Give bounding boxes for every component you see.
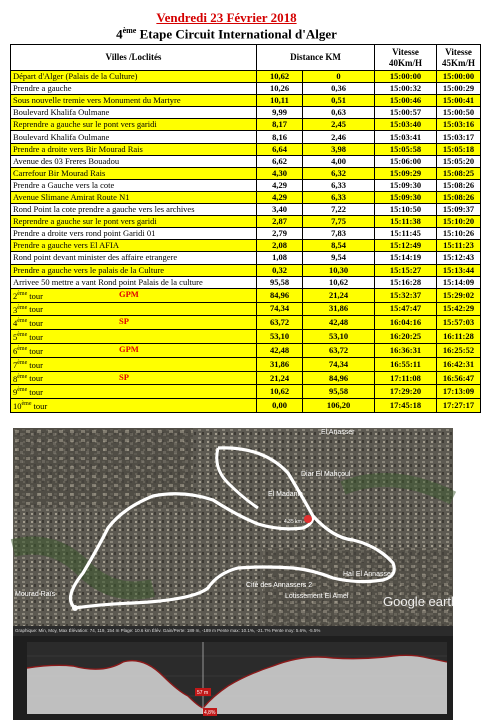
tour-number: 10	[13, 401, 22, 412]
tour-word: tour	[29, 359, 43, 370]
distance-covered-cell: 0,63	[303, 107, 375, 119]
time-45-cell: 16:56:47	[437, 371, 481, 385]
distance-remaining-cell: 4,30	[257, 167, 303, 179]
distance-covered-cell: 7,22	[303, 204, 375, 216]
distance-covered-cell: 7,83	[303, 228, 375, 240]
table-row	[11, 119, 481, 131]
route-cell: Prendre a gauche vers El AFIA	[11, 240, 257, 252]
distance-remaining-cell: 31,86	[257, 357, 303, 371]
distance-remaining-cell: 53,10	[257, 330, 303, 344]
distance-covered-cell: 106,20	[303, 399, 375, 413]
time-40-cell: 15:12:49	[375, 240, 437, 252]
distance-covered-cell: 3,98	[303, 143, 375, 155]
distance-covered-cell: 6,33	[303, 179, 375, 191]
tour-number: 8	[13, 373, 18, 384]
tour-word: tour	[29, 290, 43, 301]
elevation-stats-bar: Graphique: Min, Moy, Max Élévation: 74, 119, 154 m Plage: 10.6 km Élév. Gain/Perte: 189 m, -189 m Pente max: 10.1%, -21.7% Pente moy: 5.6%, -5.5%	[13, 626, 453, 636]
tour-ordinal: ème	[21, 401, 32, 408]
time-40-cell: 16:04:16	[375, 316, 437, 330]
label-hai-annasser: Haï El Annasser	[343, 571, 394, 578]
table-row	[11, 191, 481, 203]
time-45-cell: 15:14:09	[437, 276, 481, 288]
label-mourad-rais: Mourad Raïs	[15, 591, 56, 598]
time-40-cell: 15:11:45	[375, 228, 437, 240]
time-45-cell: 15:42:29	[437, 302, 481, 316]
tour-label-cell	[11, 357, 257, 371]
tour-classification-tag: SP	[119, 371, 129, 382]
tour-ordinal: ème	[17, 346, 28, 352]
time-45-cell: 17:13:09	[437, 385, 481, 399]
distance-remaining-cell: 21,24	[257, 371, 303, 385]
time-45-cell: 15:05:20	[437, 155, 481, 167]
tour-ordinal: ème	[17, 373, 28, 380]
distance-covered-cell: 95,58	[303, 385, 375, 399]
table-row	[11, 71, 481, 83]
tour-ordinal: ème	[17, 304, 28, 311]
tour-number: 9	[13, 387, 18, 398]
distance-covered-cell: 8,54	[303, 240, 375, 252]
stage-ordinal: ème	[122, 26, 137, 35]
time-40-cell: 15:00:57	[375, 107, 437, 119]
tour-label-cell	[11, 385, 257, 399]
time-40-cell: 15:47:47	[375, 302, 437, 316]
time-40-cell: 15:16:28	[375, 276, 437, 288]
time-40-cell: 15:06:00	[375, 155, 437, 167]
distance-covered-cell: 31,86	[303, 302, 375, 316]
time-40-cell: 15:09:29	[375, 167, 437, 179]
table-row	[11, 107, 481, 119]
stage-title	[0, 26, 453, 42]
distance-covered-cell: 53,10	[303, 330, 375, 344]
time-45-cell: 16:25:52	[437, 344, 481, 358]
route-cell: Rond point devant minister des affaire etrangere	[11, 252, 257, 264]
route-cell: Reprendre a gauche sur le pont vers garidi	[11, 119, 257, 131]
schedule-table-container	[10, 44, 475, 413]
table-row	[11, 131, 481, 143]
table-row	[11, 155, 481, 167]
route-cell: Départ d'Alger (Palais de la Culture)	[11, 71, 257, 83]
distance-covered-cell: 74,34	[303, 357, 375, 371]
table-row	[11, 143, 481, 155]
time-40-cell: 16:36:31	[375, 344, 437, 358]
time-40-cell: 15:09:30	[375, 191, 437, 203]
table-row	[11, 228, 481, 240]
distance-remaining-cell: 2,08	[257, 240, 303, 252]
route-cell: Arrivee 50 mettre a vant Rond point Palais de la culture	[11, 276, 257, 288]
tour-number: 7	[13, 359, 18, 370]
table-row	[11, 179, 481, 191]
tour-number: 4	[13, 318, 18, 329]
distance-remaining-cell: 74,34	[257, 302, 303, 316]
tour-ordinal: ème	[17, 290, 28, 297]
distance-covered-cell: 0,36	[303, 83, 375, 95]
time-40-cell: 15:05:58	[375, 143, 437, 155]
distance-remaining-cell: 6,62	[257, 155, 303, 167]
tour-word: tour	[29, 332, 43, 342]
tour-number: 3	[13, 304, 18, 315]
time-45-cell: 16:11:28	[437, 330, 481, 344]
route-cell: Prendre a gauche	[11, 83, 257, 95]
tour-row	[11, 344, 481, 358]
time-40-cell: 15:14:19	[375, 252, 437, 264]
time-40-cell: 16:55:11	[375, 357, 437, 371]
table-row	[11, 252, 481, 264]
label-diar-el-mahcoul: Diar El Mahçoul	[301, 471, 351, 478]
distance-covered-cell: 10,62	[303, 276, 375, 288]
distance-covered-cell: 6,33	[303, 191, 375, 203]
tour-row	[11, 288, 481, 302]
time-40-cell: 15:11:38	[375, 216, 437, 228]
table-row	[11, 83, 481, 95]
tour-row	[11, 357, 481, 371]
tour-label-cell	[11, 344, 257, 358]
tour-number: 5	[13, 332, 18, 342]
time-45-cell: 15:29:02	[437, 288, 481, 302]
tour-label-cell	[11, 330, 257, 344]
profile-elevation-marker: 57 m	[197, 690, 209, 696]
distance-remaining-cell: 95,58	[257, 276, 303, 288]
time-40-cell: 15:09:30	[375, 179, 437, 191]
distance-remaining-cell: 84,96	[257, 288, 303, 302]
distance-covered-cell: 10,30	[303, 264, 375, 276]
route-cell: Avenue des 03 Freres Bouadou	[11, 155, 257, 167]
tour-label-cell	[11, 371, 257, 385]
header-speed-45: Vitesse 45Km/H	[437, 45, 481, 71]
time-40-cell: 15:15:27	[375, 264, 437, 276]
time-45-cell: 17:27:17	[437, 399, 481, 413]
tour-word: tour	[29, 345, 43, 356]
distance-remaining-cell: 10,26	[257, 83, 303, 95]
tour-word: tour	[29, 373, 43, 384]
time-45-cell: 15:03:16	[437, 119, 481, 131]
distance-remaining-cell: 3,40	[257, 204, 303, 216]
time-40-cell: 15:03:41	[375, 131, 437, 143]
time-45-cell: 15:08:26	[437, 191, 481, 203]
distance-covered-cell: 21,24	[303, 288, 375, 302]
table-row	[11, 276, 481, 288]
tour-word: tour	[29, 318, 43, 329]
tour-ordinal: ème	[17, 359, 28, 366]
route-cell: Carrefour Bir Mourad Rais	[11, 167, 257, 179]
time-45-cell: 15:13:44	[437, 264, 481, 276]
label-lotissement: Lotissement El Amel	[285, 593, 349, 600]
distance-covered-cell: 84,96	[303, 371, 375, 385]
stage-name: Etape Circuit International d'Alger	[139, 26, 337, 42]
route-cell: Prendre a droite vers Bir Mourad Rais	[11, 143, 257, 155]
tour-row	[11, 302, 481, 316]
route-cell: Boulevard Khalifa Oulmane	[11, 107, 257, 119]
distance-remaining-cell: 0,00	[257, 399, 303, 413]
distance-remaining-cell: 2,87	[257, 216, 303, 228]
distance-remaining-cell: 8,16	[257, 131, 303, 143]
label-el-anasser: El Anasser	[321, 429, 355, 436]
table-row	[11, 264, 481, 276]
time-45-cell: 15:57:03	[437, 316, 481, 330]
tour-row	[11, 385, 481, 399]
route-cell: Prendre a Gauche vers la cote	[11, 179, 257, 191]
distance-remaining-cell: 10,62	[257, 71, 303, 83]
tour-number: 2	[13, 290, 18, 301]
tour-ordinal: ème	[17, 332, 28, 339]
tour-ordinal: ème	[17, 318, 28, 325]
time-40-cell: 17:11:08	[375, 371, 437, 385]
table-row	[11, 240, 481, 252]
distance-remaining-cell: 10,62	[257, 385, 303, 399]
time-45-cell: 15:00:50	[437, 107, 481, 119]
tour-row	[11, 399, 481, 413]
tour-label-cell	[11, 316, 257, 330]
distance-remaining-cell: 2,79	[257, 228, 303, 240]
tour-word: tour	[33, 401, 48, 412]
time-45-cell: 15:00:41	[437, 95, 481, 107]
time-45-cell: 15:10:20	[437, 216, 481, 228]
table-row	[11, 216, 481, 228]
distance-remaining-cell: 10,11	[257, 95, 303, 107]
distance-covered-cell: 0,51	[303, 95, 375, 107]
distance-remaining-cell: 0,32	[257, 264, 303, 276]
distance-remaining-cell: 9,99	[257, 107, 303, 119]
distance-remaining-cell: 4,29	[257, 179, 303, 191]
tour-ordinal: ème	[17, 387, 28, 394]
table-header-row	[11, 45, 481, 71]
time-45-cell: 15:11:23	[437, 240, 481, 252]
tour-label-cell	[11, 302, 257, 316]
time-45-cell: 15:00:29	[437, 83, 481, 95]
tour-classification-tag: SP	[119, 316, 129, 327]
elevation-profile	[13, 636, 453, 720]
route-cell: Sous nouvelle tremie vers Monument du Martyre	[11, 95, 257, 107]
route-cell: Boulevard Khalifa Oulmane	[11, 131, 257, 143]
tour-row	[11, 371, 481, 385]
schedule-table	[10, 44, 481, 413]
google-earth-watermark: Google earth	[383, 594, 459, 609]
time-45-cell: 15:08:26	[437, 179, 481, 191]
route-cell: Prendre a gauche vers le palais de la Culture	[11, 264, 257, 276]
document-header	[0, 0, 453, 44]
position-marker	[304, 515, 312, 523]
distance-remaining-cell: 8,17	[257, 119, 303, 131]
time-40-cell: 15:00:46	[375, 95, 437, 107]
tour-label-cell	[11, 288, 257, 302]
time-45-cell: 15:09:37	[437, 204, 481, 216]
label-el-madania: El Madania	[268, 491, 304, 498]
header-distance: Distance KM	[257, 45, 375, 71]
time-40-cell: 16:20:25	[375, 330, 437, 344]
time-45-cell: 16:42:31	[437, 357, 481, 371]
time-40-cell: 15:03:40	[375, 119, 437, 131]
tour-row	[11, 330, 481, 344]
distance-covered-cell: 9,54	[303, 252, 375, 264]
distance-covered-cell: 63,72	[303, 344, 375, 358]
time-40-cell: 15:32:37	[375, 288, 437, 302]
distance-covered-cell: 4,00	[303, 155, 375, 167]
distance-remaining-cell: 4,29	[257, 191, 303, 203]
distance-remaining-cell: 1,08	[257, 252, 303, 264]
tour-classification-tag: GPM	[119, 344, 139, 354]
time-45-cell: 15:10:26	[437, 228, 481, 240]
tour-row	[11, 316, 481, 330]
time-45-cell: 15:08:25	[437, 167, 481, 179]
header-route: Villes /Loclités	[11, 45, 257, 71]
distance-remaining-cell: 63,72	[257, 316, 303, 330]
label-cite-annassers: Cité des Annassers 2	[246, 582, 313, 589]
distance-remaining-cell: 42,48	[257, 344, 303, 358]
route-cell: Avenue Slimane Amirat Route N1	[11, 191, 257, 203]
route-map	[13, 428, 459, 626]
time-40-cell: 17:29:20	[375, 385, 437, 399]
label-distance-marker: 4.35 km	[284, 519, 302, 525]
time-45-cell: 15:12:43	[437, 252, 481, 264]
time-40-cell: 17:45:18	[375, 399, 437, 413]
route-cell: Rond Point la cote prendre a gauche vers les archives	[11, 204, 257, 216]
tour-word: tour	[29, 387, 43, 398]
distance-covered-cell: 2,45	[303, 119, 375, 131]
distance-remaining-cell: 6,64	[257, 143, 303, 155]
elevation-profile-chart	[13, 636, 453, 720]
header-speed-40: Vitesse 40Km/H	[375, 45, 437, 71]
table-row	[11, 204, 481, 216]
schedule-rows	[11, 71, 481, 413]
start-marker	[72, 605, 78, 611]
route-cell: Prendre a droite vers rond point Garidi 01	[11, 228, 257, 240]
time-45-cell: 15:00:00	[437, 71, 481, 83]
stage-number: 4	[116, 26, 123, 42]
time-45-cell: 15:03:17	[437, 131, 481, 143]
distance-covered-cell: 6,32	[303, 167, 375, 179]
table-row	[11, 167, 481, 179]
time-40-cell: 15:00:00	[375, 71, 437, 83]
time-40-cell: 15:10:50	[375, 204, 437, 216]
profile-slope-marker: 4,8%	[204, 710, 216, 716]
table-row	[11, 95, 481, 107]
distance-covered-cell: 7,75	[303, 216, 375, 228]
satellite-map-image	[13, 428, 459, 626]
distance-covered-cell: 42,48	[303, 316, 375, 330]
tour-number: 6	[13, 345, 18, 356]
route-cell: Reprendre a gauche sur le pont vers garidi	[11, 216, 257, 228]
tour-classification-tag: GPM	[119, 288, 139, 299]
tour-word: tour	[29, 304, 43, 315]
time-40-cell: 15:00:32	[375, 83, 437, 95]
distance-covered-cell: 2,46	[303, 131, 375, 143]
event-date: Vendredi 23 Février 2018	[156, 10, 297, 25]
distance-covered-cell: 0	[303, 71, 375, 83]
tour-label-cell	[11, 399, 257, 413]
time-45-cell: 15:05:18	[437, 143, 481, 155]
